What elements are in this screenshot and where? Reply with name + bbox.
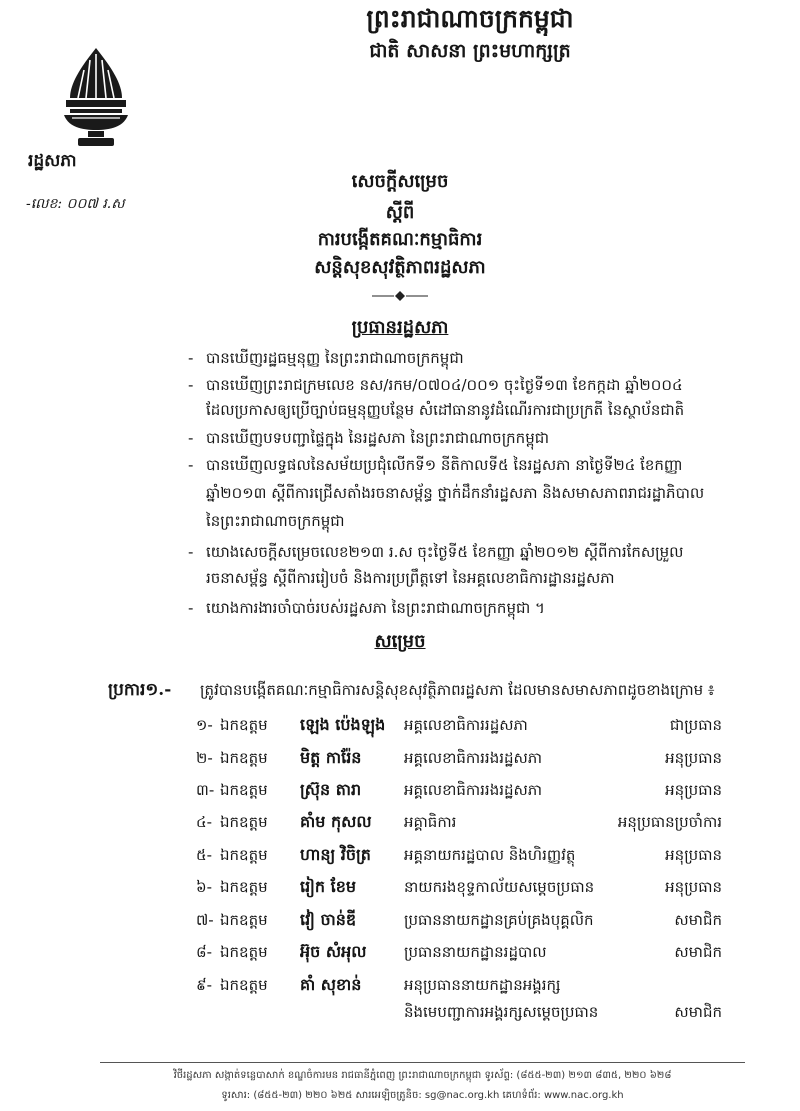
- title-regarding: ស្តីពី: [385, 202, 415, 223]
- member-position: អគ្គលេខាធិការរដ្ឋសភា: [404, 716, 528, 734]
- member-number: ៧-: [196, 911, 214, 929]
- member-honorific: ឯកឧត្តម: [220, 911, 268, 929]
- member-name: ស៊្រុន តារា: [300, 780, 362, 799]
- member-number: ៦-: [196, 878, 213, 896]
- member-name: ហាន្យ វិចិត្រ: [300, 845, 371, 864]
- national-assembly-emblem-icon: [50, 46, 142, 148]
- member-position: អគ្គលេខាធិការរងរដ្ឋសភា: [404, 749, 543, 767]
- handwritten-reference-number: -លេខ: ០០៧ រ.ស: [26, 196, 125, 212]
- footer-contact: ទូរសារ: (៨៥៥-២៣) ២២០ ៦២៥ សារអេឡិចត្រូនិច: sg@nac.org.kh គេហទំព័រ: www.nac.org.kh: [221, 1090, 624, 1101]
- decision-heading: សម្រេច: [374, 631, 426, 652]
- member-row: [0, 745, 800, 771]
- member-row: [0, 842, 800, 868]
- preamble-item-1: បានឃើញរដ្ឋធម្មនុញ្ញ នៃព្រះរាជាណាចក្រកម្ពុជា: [206, 349, 464, 367]
- preamble-item-5-line-2: រចនាសម្ព័ន្ធ ស្តីពីការរៀបចំ និងការប្រព្រឹត្តទៅ នៃអគ្គលេខាធិការដ្ឋានរដ្ឋសភា: [206, 569, 615, 587]
- member-honorific: ឯកឧត្តម: [220, 781, 268, 799]
- member-number: ៣-: [196, 781, 215, 799]
- bullet-marker: -: [188, 543, 194, 561]
- member-number: ៨-: [196, 943, 213, 961]
- member-number: ១-: [196, 716, 213, 734]
- preamble-item-2-line-1: បានឃើញព្រះរាជក្រមលេខ នស/រកម/០៧០៤/០០១ ចុះថ្ងៃទី១៣ ខែកក្កដា ឆ្នាំ២០០៤: [206, 376, 683, 394]
- member-role: អនុប្រធាន: [665, 749, 722, 767]
- preamble-item-3: បានឃើញបទបញ្ជាផ្ទៃក្នុង នៃរដ្ឋសភា នៃព្រះរាជាណាចក្រកម្ពុជា: [206, 429, 550, 447]
- member-honorific: ឯកឧត្តម: [220, 943, 268, 961]
- member-number: ៥-: [196, 846, 213, 864]
- member-honorific: ឯកឧត្តម: [220, 813, 268, 831]
- footer-address: វិថីរដ្ឋសភា សង្កាត់ទន្លេបាសាក់ ខណ្ឌចំការមន រាជធានីភ្នំពេញ ព្រះរាជាណាចក្រកម្ពុជា ទូរស័ព្ទ: (៨៥៥-២៣) ២១៣ ៨៣៥, ២២០ ៦២៨: [173, 1070, 672, 1081]
- member-name: វៀ ចាន់ឌី: [300, 910, 357, 929]
- member-row: [0, 809, 800, 835]
- member-row: [0, 777, 800, 803]
- member-number: ៤-: [196, 813, 213, 831]
- member-name: ឡេង ប៉េងឡុង: [300, 715, 386, 734]
- member-row: [0, 712, 800, 738]
- member-name: មិត្ត ការ៉ែន: [300, 748, 362, 767]
- member-honorific: ឯកឧត្តម: [220, 846, 268, 864]
- title-subject-line1: ការបង្កើតគណៈកម្មាធិការ: [317, 229, 483, 250]
- member-role: អនុប្រធានប្រចាំការ: [617, 813, 722, 831]
- member-role: សមាជិក: [674, 1003, 722, 1021]
- member-position: អគ្គលេខាធិការរងរដ្ឋសភា: [404, 781, 543, 799]
- bullet-marker: -: [188, 376, 194, 394]
- member-position: នាយករងខុទ្ទកាល័យសម្តេចប្រធាន: [404, 878, 595, 896]
- member-name: គាំម កុសល: [300, 812, 372, 831]
- member-row: [0, 972, 800, 998]
- bullet-marker: -: [188, 456, 194, 474]
- preamble-item-6: យោងការងារចាំបាច់របស់រដ្ឋសភា នៃព្រះរាជាណាចក្រកម្ពុជា ។: [206, 599, 545, 617]
- issuing-authority: ប្រធានរដ្ឋសភា: [351, 317, 449, 338]
- member-position: អគ្គាធិការ: [404, 813, 457, 831]
- member-name: រៀក ខែម: [300, 877, 357, 896]
- member-row: [0, 907, 800, 933]
- member-role: សមាជិក: [674, 943, 722, 961]
- institution-name: រដ្ឋសភា: [28, 151, 77, 171]
- member-row-continued: [0, 999, 800, 1025]
- member-honorific: ឯកឧត្តម: [220, 878, 268, 896]
- member-position: ប្រធាននាយកដ្ឋានរដ្ឋបាល: [404, 943, 547, 961]
- member-role: អនុប្រធាន: [665, 878, 722, 896]
- preamble-item-4-line-2: ឆ្នាំ២០១៣ ស្តីពីការជ្រើសតាំងរចនាសម្ព័ន្ធ ថ្នាក់ដឹកនាំរដ្ឋសភា និងសមាសភាពរាជរដ្ឋាភិបាល: [206, 484, 705, 502]
- member-role: ជាប្រធាន: [669, 716, 722, 734]
- member-name: គាំ សុខាន់: [300, 975, 362, 994]
- footer-divider: [100, 1062, 745, 1063]
- member-honorific: ឯកឧត្តម: [220, 716, 268, 734]
- preamble-item-2-line-2: ដែលប្រកាសឲ្យប្រើច្បាប់ធម្មនុញ្ញបន្ថែម សំដៅធានានូវដំណើរការជាប្រក្រតី នៃស្ថាប័នជាតិ: [206, 401, 685, 419]
- member-row: [0, 939, 800, 965]
- member-name: អ៊ុច សំអុល: [300, 942, 367, 961]
- member-honorific: ឯកឧត្តម: [220, 976, 268, 994]
- preamble-item-5-line-1: យោងសេចក្តីសម្រេចលេខ២១៣ រ.ស ចុះថ្ងៃទី៥ ខែកញ្ញា ឆ្នាំ២០១២ ស្តីពីការកែសម្រួល: [206, 543, 684, 561]
- member-role: អនុប្រធាន: [665, 846, 722, 864]
- title-decision: សេចក្តីសម្រេច: [351, 171, 449, 192]
- preamble-item-4-line-1: បានឃើញលទ្ធផលនៃសម័យប្រជុំលើកទី១ នីតិកាលទី៥ នៃរដ្ឋសភា នាថ្ងៃទី២៤ ខែកញ្ញា: [206, 456, 683, 474]
- article-1-label: ប្រការ១.-: [108, 680, 172, 700]
- member-role: អនុប្រធាន: [665, 781, 722, 799]
- preamble-item-4-line-3: នៃព្រះរាជាណាចក្រកម្ពុជា: [206, 512, 345, 530]
- ornament-divider-icon: [370, 290, 430, 302]
- title-subject-line2: សន្តិសុខសុវត្ថិភាពរដ្ឋសភា: [314, 257, 486, 278]
- member-number: ២-: [196, 749, 213, 767]
- kingdom-heading: ព្រះរាជាណាចក្រកម្ពុជា: [366, 4, 574, 33]
- bullet-marker: -: [188, 349, 194, 367]
- bullet-marker: -: [188, 599, 194, 617]
- member-position: ប្រធាននាយកដ្ឋានគ្រប់គ្រងបុគ្គលិក: [404, 911, 594, 929]
- national-motto: ជាតិ សាសនា ព្រះមហាក្សត្រ: [369, 40, 571, 62]
- member-role: សមាជិក: [674, 911, 722, 929]
- member-number: ៩-: [196, 976, 213, 994]
- member-row: [0, 874, 800, 900]
- member-honorific: ឯកឧត្តម: [220, 749, 268, 767]
- bullet-marker: -: [188, 429, 194, 447]
- member-position: អគ្គនាយករដ្ឋបាល និងហិរញ្ញវត្ថុ: [404, 846, 576, 864]
- member-position: អនុប្រធាននាយកដ្ឋានអង្គរក្ស: [404, 976, 561, 994]
- member-position-line-2: និងមេបញ្ជាការអង្គរក្សសម្តេចប្រធាន: [404, 1003, 599, 1021]
- article-1-text: ត្រូវបានបង្កើតគណៈកម្មាធិការសន្តិសុខសុវត្ថិភាពរដ្ឋសភា ដែលមានសមាសភាពដូចខាងក្រោម ៖: [200, 681, 715, 699]
